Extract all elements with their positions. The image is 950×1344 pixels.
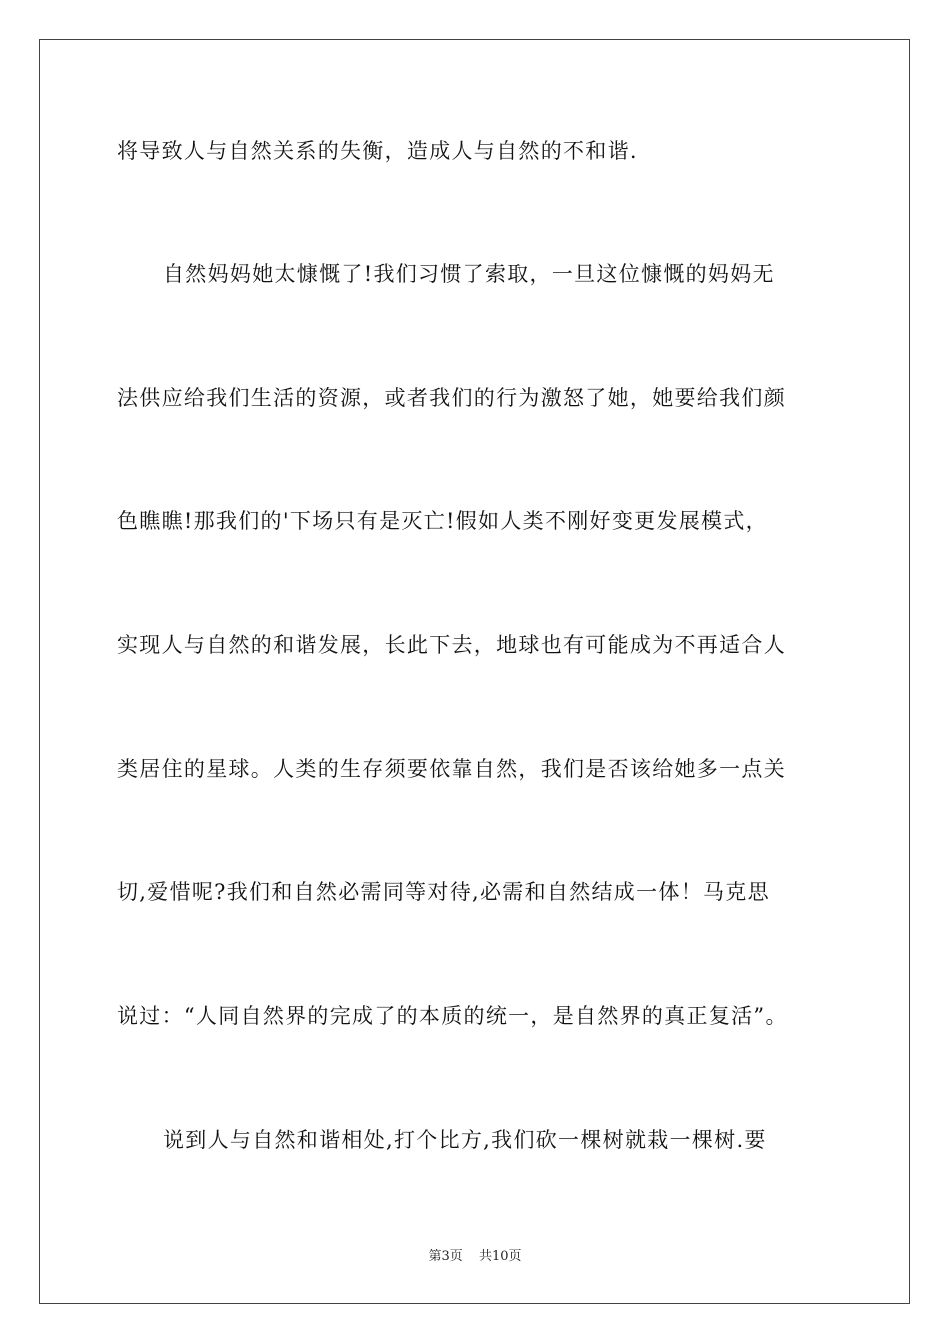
paragraph-line-6: 类居住的星球。人类的生存须要依靠自然，我们是否该给她多一点关 bbox=[117, 757, 786, 781]
paragraph-line-1: 将导致人与自然关系的失衡，造成人与自然的不和谐. bbox=[117, 139, 638, 163]
paragraph-line-3: 法供应给我们生活的资源，或者我们的行为激怒了她，她要给我们颜 bbox=[117, 386, 786, 410]
paragraph-line-9: 说到人与自然和谐相处,打个比方,我们砍一棵树就栽一棵树.要 bbox=[163, 1128, 767, 1152]
paragraph-line-5: 实现人与自然的和谐发展，长此下去，地球也有可能成为不再适合人 bbox=[117, 633, 786, 657]
paragraph-line-8: 说过：“人同自然界的完成了的本质的统一，是自然界的真正复活”。 bbox=[117, 1004, 788, 1028]
page-border bbox=[39, 39, 910, 1304]
page-total: 共10页 bbox=[478, 1249, 522, 1264]
paragraph-line-4: 色瞧瞧!那我们的'下场只有是灭亡!假如人类不刚好变更发展模式， bbox=[117, 509, 768, 533]
paragraph-line-2: 自然妈妈她太慷慨了!我们习惯了索取，一旦这位慷慨的妈妈无 bbox=[163, 262, 775, 286]
page-footer bbox=[0, 1249, 950, 1265]
page-number: 第3页 bbox=[428, 1249, 463, 1264]
paragraph-line-7: 切,爱惜呢?我们和自然必需同等对待,必需和自然结成一体！马克思 bbox=[117, 880, 770, 904]
